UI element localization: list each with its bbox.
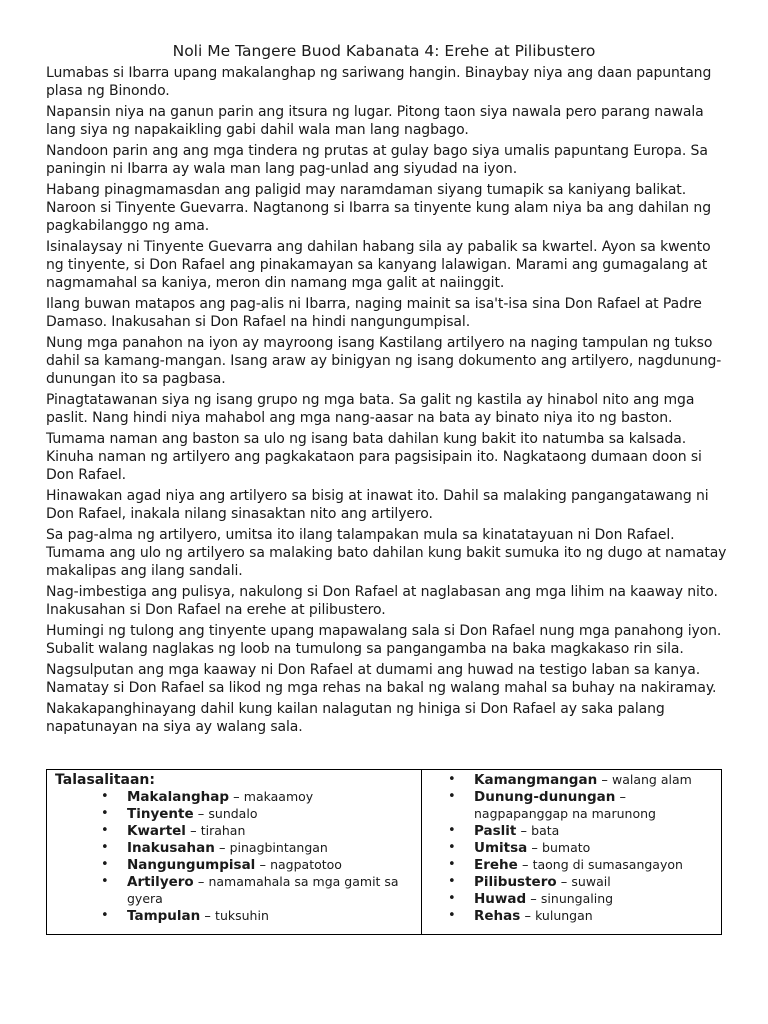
- vocabulary-definition: bata: [531, 823, 560, 838]
- dash-separator: –: [516, 824, 532, 839]
- vocabulary-definition: bumato: [542, 840, 591, 855]
- vocabulary-item: [436, 840, 715, 857]
- vocabulary-item: [436, 823, 715, 840]
- dash-separator: –: [255, 858, 271, 873]
- vocabulary-definition: makaamoy: [243, 789, 314, 804]
- vocabulary-term: Tampulan: [127, 908, 201, 924]
- vocabulary-term: Rehas: [474, 908, 521, 924]
- vocabulary-item: [436, 857, 715, 874]
- dash-separator: –: [214, 841, 230, 856]
- vocabulary-item: [55, 874, 415, 908]
- document-title: Noli Me Tangere Buod Kabanata 4: Erehe at Pilibustero: [172, 42, 596, 60]
- paragraph: Nag-imbestiga ang pulisya, nakulong si Don Rafael at naglabasan ang mga lihim na kaaway nito. Inakusahan si Don Rafael na erehe at pilibustero.: [46, 584, 718, 618]
- vocabulary-definition: tuksuhin: [215, 908, 269, 923]
- vocabulary-item: [436, 908, 715, 925]
- vocabulary-item: [436, 772, 715, 789]
- vocabulary-term: Kamangmangan: [474, 772, 598, 788]
- vocabulary-item: [436, 789, 715, 823]
- vocabulary-term: Tinyente: [127, 806, 194, 822]
- vocabulary-term: Pilibustero: [474, 874, 557, 890]
- vocabulary-definition: sinungaling: [540, 891, 614, 906]
- vocabulary-definition: walang alam: [611, 772, 692, 787]
- vocabulary-term: Huwad: [474, 891, 527, 907]
- vocabulary-heading: Talasalitaan:: [55, 772, 155, 788]
- vocabulary-term: Erehe: [474, 857, 518, 873]
- paragraph: Sa pag-alma ng artilyero, umitsa ito ilang talampakan mula sa kinatatayuan ni Don Rafael. Tumama ang ulo ng artilyero sa malaking bato dahilan kung bakit sumuka ito ng dugo at namatay makalipas ang ilang sandali.: [46, 527, 727, 579]
- dash-separator: –: [615, 790, 627, 805]
- paragraph: Nandoon parin ang ang mga tindera ng prutas at gulay bago siya umalis papuntang Europa. Sa paningin ni Ibarra ay wala man lang pag-unlad ang siyudad na iyon.: [46, 143, 708, 177]
- vocabulary-item: [55, 908, 415, 925]
- paragraph: Humingi ng tulong ang tinyente upang mapawalang sala si Don Rafael nung mga panahong iyon. Subalit walang naglakas ng loob na tumulong sa pangangamba na baka magkakaso rin sila.: [46, 623, 722, 657]
- paragraph: Isinalaysay ni Tinyente Guevarra ang dahilan habang sila ay pabalik sa kwartel. Ayon sa kwento ng tinyente, si Don Rafael ang pinakamayan sa kanyang lalawigan. Marami ang gumagalang at nagmamahal sa kaniya, meron din namang mga galit at naiinggit.: [46, 239, 711, 291]
- vocabulary-list-right: [436, 772, 715, 925]
- vocabulary-term: Makalanghap: [127, 789, 230, 805]
- vocabulary-term: Dunung-dunungan: [474, 789, 616, 805]
- vocabulary-term: Nangungumpisal: [127, 857, 256, 873]
- vocabulary-definition: sundalo: [208, 806, 258, 821]
- dash-separator: –: [526, 892, 541, 907]
- vocabulary-item: [55, 823, 415, 840]
- vocabulary-term: Umitsa: [474, 840, 528, 856]
- vocabulary-definition: taong di sumasangayon: [532, 857, 683, 872]
- dash-separator: –: [556, 875, 572, 890]
- vocabulary-right-column: [422, 770, 721, 934]
- vocabulary-item: [55, 857, 415, 874]
- dash-separator: –: [527, 841, 543, 856]
- vocabulary-item: [436, 891, 715, 908]
- paragraph: Habang pinagmamasdan ang paligid may naramdaman siyang tumapik sa kaniyang balikat. Naroon si Tinyente Guevarra. Nagtanong si Ibarra sa tinyente kung alam niya ba ang dahilan ng pagkabilanggo ng ama.: [46, 182, 711, 234]
- vocabulary-definition: namamahala sa mga gamit sa gyera: [127, 874, 399, 906]
- summary-body: [46, 64, 730, 739]
- paragraph: Napansin niya na ganun parin ang itsura ng lugar. Pitong taon siya nawala pero parang nawala lang siya ng napakaikling gabi dahil wala man lang nagbago.: [46, 104, 704, 138]
- vocabulary-term: Inakusahan: [127, 840, 215, 856]
- vocabulary-term: Kwartel: [127, 823, 186, 839]
- paragraph: Ilang buwan matapos ang pag-alis ni Ibarra, naging mainit sa isa't-isa sina Don Rafael at Padre Damaso. Inakusahan si Don Rafael na hindi nangungumpisal.: [46, 296, 702, 330]
- dash-separator: –: [597, 773, 612, 788]
- vocabulary-table: [46, 769, 722, 935]
- vocabulary-term: Paslit: [474, 823, 517, 839]
- paragraph: Nung mga panahon na iyon ay mayroong isang Kastilang artilyero na naging tampulan ng tukso dahil sa kamang-mangan. Isang araw ay binigyan ng isang dokumento ang artilyero, nagdunung-dunungan ito sa pagbasa.: [46, 335, 722, 387]
- dash-separator: –: [185, 824, 201, 839]
- vocabulary-definition: suwail: [571, 874, 611, 889]
- paragraph: Pinagtatawanan siya ng isang grupo ng mga bata. Sa galit ng kastila ay hinabol nito ang mga paslit. Nang hindi niya mahabol ang mga nang-aasar na bata ay binato niya ito ng baston.: [46, 392, 695, 426]
- vocabulary-definition: pinagbintangan: [229, 840, 328, 855]
- paragraph: Tumama naman ang baston sa ulo ng isang bata dahilan kung bakit ito natumba sa kalsada. Kinuha naman ng artilyero ang pagkakataon para pagsisipain ito. Nagkataong dumaan doon si Don Rafael.: [46, 431, 702, 483]
- vocabulary-left-column: [47, 770, 422, 934]
- dash-separator: –: [200, 909, 216, 924]
- dash-separator: –: [229, 790, 244, 805]
- paragraph: Lumabas si Ibarra upang makalanghap ng sariwang hangin. Binaybay niya ang daan papuntang plasa ng Binondo.: [46, 65, 712, 99]
- vocabulary-definition: tirahan: [200, 823, 246, 838]
- paragraph: Hinawakan agad niya ang artilyero sa bisig at inawat ito. Dahil sa malaking pangangatawang ni Don Rafael, inakala nilang sinasaktan nito ang artilyero.: [46, 488, 709, 522]
- paragraph: Nagsulputan ang mga kaaway ni Don Rafael at dumami ang huwad na testigo laban sa kanya. Namatay si Don Rafael sa likod ng mga rehas na bakal ng walang mahal sa buhay na nakiramay.: [46, 662, 717, 696]
- dash-separator: –: [520, 909, 536, 924]
- vocabulary-definition: kulungan: [535, 908, 593, 923]
- dash-separator: –: [517, 858, 533, 873]
- vocabulary-item: [436, 874, 715, 891]
- vocabulary-item: [55, 806, 415, 823]
- vocabulary-definition: nagpatotoo: [270, 857, 342, 872]
- vocabulary-item: [55, 840, 415, 857]
- vocabulary-term: Artilyero: [127, 874, 194, 890]
- paragraph: Nakakapanghinayang dahil kung kailan nalagutan ng hiniga si Don Rafael ay saka palang napatunayan na siya ay walang sala.: [46, 701, 665, 735]
- dash-separator: –: [193, 875, 209, 890]
- vocabulary-definition: nagpapanggap na marunong: [474, 806, 656, 821]
- dash-separator: –: [193, 807, 209, 822]
- vocabulary-item: [55, 789, 415, 806]
- vocabulary-list-left: [55, 789, 415, 925]
